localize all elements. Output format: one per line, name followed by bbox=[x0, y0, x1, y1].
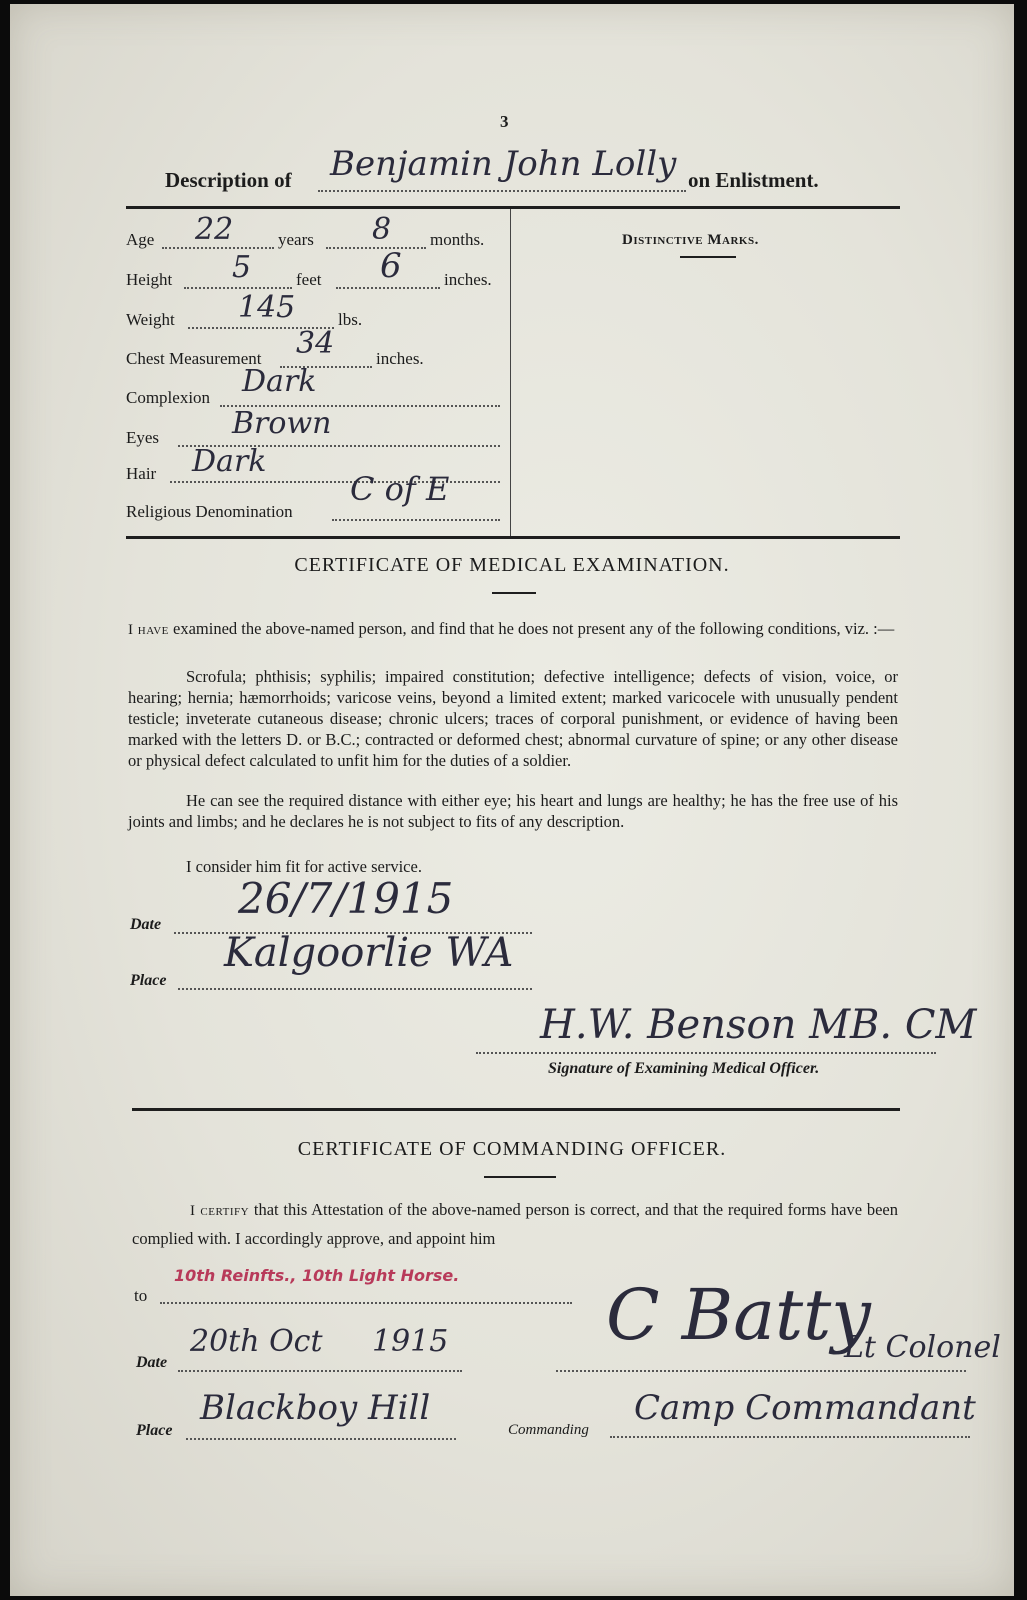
commanding-to-dots bbox=[160, 1302, 572, 1304]
age-months-value: 8 bbox=[372, 212, 392, 247]
medical-para-1 bbox=[128, 618, 898, 641]
commanding-para-rest: that this Attestation of the above-named person is correct, and that the required forms have been complied with. I accordingly approve, and appoint him bbox=[132, 1200, 899, 1248]
page-number: 3 bbox=[500, 112, 509, 131]
medical-para-1-lead: I have bbox=[128, 622, 169, 638]
recruit-name: Benjamin John Lolly bbox=[330, 144, 677, 184]
medical-para-3: He can see the required distance with either eye; his heart and lungs are healthy; he has the free use of his joints and limbs; and he declares he is not subject to fits of any description. bbox=[128, 791, 898, 831]
medical-fit-statement: I consider him fit for active service. bbox=[186, 857, 422, 876]
commanding-signature-dots bbox=[556, 1370, 966, 1372]
eyes-value: Brown bbox=[232, 406, 332, 441]
eyes-label: Eyes bbox=[126, 428, 160, 447]
hair-dots bbox=[170, 481, 500, 483]
commanding-officer-signature: C Batty bbox=[606, 1274, 871, 1356]
age-dots bbox=[162, 247, 274, 249]
commanding-dots bbox=[610, 1436, 970, 1438]
medical-para-1-rest: examined the above-named person, and find that he does not present any of the following conditions, viz. :— bbox=[173, 619, 895, 638]
chest-label: Chest Measurement bbox=[126, 349, 262, 368]
commanding-heading-underline bbox=[484, 1176, 556, 1178]
description-prefix: Description of bbox=[165, 168, 292, 192]
feet-label: feet bbox=[296, 270, 322, 289]
commanding-heading: CERTIFICATE OF COMMANDING OFFICER. bbox=[297, 1138, 727, 1160]
height-feet-dots bbox=[184, 287, 292, 289]
commanding-date-year: 1915 bbox=[372, 1324, 449, 1359]
months-dots bbox=[326, 247, 426, 249]
religion-value: C of E bbox=[350, 470, 450, 508]
name-dotted-line bbox=[318, 190, 686, 192]
chest-inches-label: inches. bbox=[376, 349, 424, 368]
hair-value: Dark bbox=[192, 444, 267, 479]
lbs-label: lbs. bbox=[338, 310, 363, 329]
height-feet-value: 5 bbox=[232, 250, 252, 285]
hair-label: Hair bbox=[126, 464, 157, 483]
complexion-label: Complexion bbox=[126, 388, 211, 407]
table-bottom-rule bbox=[126, 536, 900, 539]
medical-place-value: Kalgoorlie WA bbox=[224, 930, 514, 976]
years-label: years bbox=[278, 230, 314, 249]
medical-date-value: 26/7/1915 bbox=[238, 874, 454, 923]
medical-heading: CERTIFICATE OF MEDICAL EXAMINATION. bbox=[294, 554, 730, 576]
medical-signature-dots bbox=[476, 1052, 936, 1054]
height-label: Height bbox=[126, 270, 173, 289]
height-inches-value: 6 bbox=[380, 246, 402, 286]
months-label: months. bbox=[430, 230, 485, 249]
commanding-value: Camp Commandant bbox=[634, 1388, 976, 1428]
distinctive-marks-heading: Distinctive Marks. bbox=[622, 232, 759, 248]
weight-value: 145 bbox=[238, 290, 296, 325]
commanding-date-dots bbox=[178, 1370, 462, 1372]
description-suffix: on Enlistment. bbox=[688, 168, 819, 192]
medical-officer-signature: H.W. Benson MB. CM bbox=[540, 1002, 977, 1048]
commanding-officer-rank: Lt Colonel bbox=[844, 1330, 1001, 1365]
commanding-place-dots bbox=[186, 1438, 456, 1440]
medical-heading-underline bbox=[492, 592, 536, 594]
chest-value: 34 bbox=[296, 326, 335, 361]
age-label: Age bbox=[126, 230, 155, 249]
religion-label: Religious Denomination bbox=[126, 502, 293, 521]
height-inches-dots bbox=[336, 287, 440, 289]
commanding-certify-para bbox=[132, 1196, 898, 1253]
medical-conditions-list: Scrofula; phthisis; syphilis; impaired constitution; defective intelligence; defects of vision, voice, or hearing; hernia; hæmorrhoids; varicose veins, beyond a limited extent; marked varicocele with unusually pendent testicle; inveterate cutaneous disease; chronic ulcers; traces of corporal punishment, or evidence of having been marked with the letters D. or B.C.; contracted or deformed chest; abnormal curvature of spine; or any other disease or physical defect calculated to unfit him for the duties of a soldier. bbox=[128, 667, 898, 770]
medical-place-label: Place bbox=[130, 972, 167, 989]
complexion-value: Dark bbox=[242, 364, 317, 399]
commanding-section-rule bbox=[132, 1108, 900, 1111]
commanding-place-value: Blackboy Hill bbox=[200, 1388, 431, 1428]
unit-stamp: 10th Reinfts., 10th Light Horse. bbox=[174, 1266, 460, 1285]
commanding-to-label: to bbox=[134, 1286, 148, 1305]
distinctive-marks-underline bbox=[680, 256, 736, 258]
commanding-para-lead: I certify bbox=[190, 1203, 250, 1219]
inches-label: inches. bbox=[444, 270, 492, 289]
commanding-place-label: Place bbox=[136, 1422, 173, 1439]
medical-date-label: Date bbox=[130, 916, 162, 933]
table-divider bbox=[510, 209, 511, 537]
commanding-label: Commanding bbox=[508, 1422, 589, 1438]
weight-label: Weight bbox=[126, 310, 175, 329]
attestation-page bbox=[10, 4, 1014, 1596]
medical-signature-caption: Signature of Examining Medical Officer. bbox=[548, 1060, 820, 1077]
table-top-rule bbox=[126, 206, 900, 209]
commanding-date-day: 20th Oct bbox=[190, 1324, 323, 1359]
religion-dots bbox=[332, 519, 500, 521]
age-years-value: 22 bbox=[195, 212, 234, 247]
commanding-date-label: Date bbox=[136, 1354, 168, 1371]
medical-place-dots bbox=[178, 988, 532, 990]
